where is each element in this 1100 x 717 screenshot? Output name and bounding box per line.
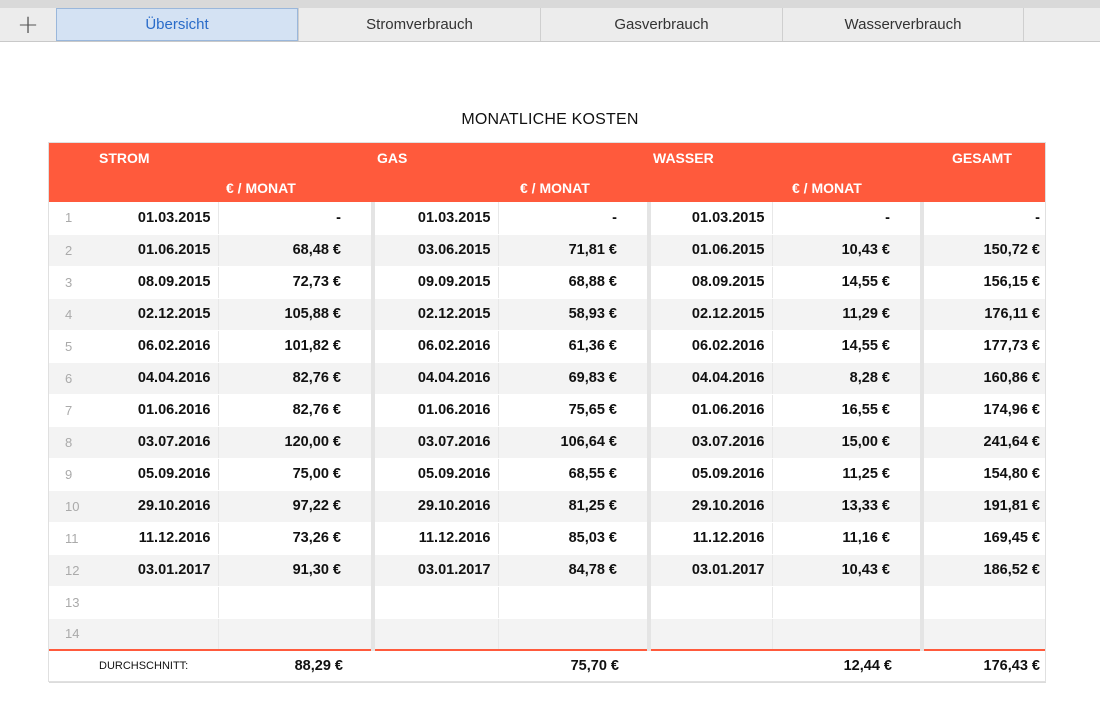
tab-stromverbrauch[interactable]: Stromverbrauch (298, 8, 540, 41)
add-sheet-button[interactable]: + (17, 9, 39, 40)
cell-wasser[interactable]: 15,00 € (772, 426, 922, 458)
cell-strom-date[interactable]: 02.12.2015 (93, 298, 218, 330)
header-corner-cell (49, 142, 93, 173)
table-row (49, 426, 1046, 458)
cell-gas-date[interactable]: 06.02.2016 (373, 330, 498, 362)
cell-gas[interactable]: 85,03 € (498, 522, 649, 554)
row-number[interactable]: 4 (49, 298, 93, 330)
header-unit-gesamt (922, 173, 1046, 202)
cell-gesamt[interactable]: 174,96 € (922, 394, 1046, 426)
cell-gas-date[interactable]: 01.03.2015 (373, 202, 498, 234)
cell-strom-date[interactable] (93, 618, 218, 650)
row-number[interactable]: 1 (49, 202, 93, 234)
cell-wasser[interactable] (772, 618, 922, 650)
row-number[interactable]: 13 (49, 586, 93, 618)
cell-strom-date[interactable]: 01.06.2016 (93, 394, 218, 426)
cell-wasser-date[interactable]: 01.06.2016 (649, 394, 772, 426)
cell-gas[interactable]: 84,78 € (498, 554, 649, 586)
cell-gas[interactable]: 69,83 € (498, 362, 649, 394)
cell-gas[interactable]: 61,36 € (498, 330, 649, 362)
cell-gas[interactable]: 68,88 € (498, 266, 649, 298)
header-unit-gas-date (373, 173, 498, 202)
cell-gas-date[interactable]: 29.10.2016 (373, 490, 498, 522)
table-row (49, 554, 1046, 586)
cell-gesamt[interactable]: 241,64 € (922, 426, 1046, 458)
cell-gas[interactable]: - (498, 202, 649, 234)
table-row (49, 330, 1046, 362)
cell-strom-date[interactable]: 03.01.2017 (93, 554, 218, 586)
cell-gas[interactable]: 68,55 € (498, 458, 649, 490)
cell-wasser[interactable]: 11,29 € (772, 298, 922, 330)
cell-gesamt[interactable]: 169,45 € (922, 522, 1046, 554)
header-unit-corner (49, 173, 93, 202)
header-gas: GAS (373, 142, 498, 173)
cell-strom[interactable]: 97,22 € (218, 490, 373, 522)
cell-wasser[interactable]: 13,33 € (772, 490, 922, 522)
cell-gesamt[interactable]: 154,80 € (922, 458, 1046, 490)
cell-wasser[interactable]: - (772, 202, 922, 234)
cell-strom[interactable] (218, 586, 373, 618)
cell-wasser[interactable]: 8,28 € (772, 362, 922, 394)
cell-gesamt[interactable]: 150,72 € (922, 234, 1046, 266)
header-unit-wasser: € / MONAT (772, 173, 922, 202)
cell-strom-date[interactable]: 06.02.2016 (93, 330, 218, 362)
cell-strom-date[interactable]: 01.03.2015 (93, 202, 218, 234)
cell-gas[interactable]: 75,65 € (498, 394, 649, 426)
cell-strom[interactable] (218, 618, 373, 650)
cell-strom-date[interactable]: 05.09.2016 (93, 458, 218, 490)
cell-strom-date[interactable]: 04.04.2016 (93, 362, 218, 394)
cell-strom-date[interactable] (93, 586, 218, 618)
cell-gesamt[interactable]: - (922, 202, 1046, 234)
cell-gas[interactable]: 106,64 € (498, 426, 649, 458)
cell-gas[interactable] (498, 586, 649, 618)
row-number[interactable]: 6 (49, 362, 93, 394)
cell-strom[interactable]: 72,73 € (218, 266, 373, 298)
header-gas-spacer (498, 142, 649, 173)
cell-gesamt[interactable] (922, 586, 1046, 618)
cell-wasser-date[interactable]: 01.03.2015 (649, 202, 772, 234)
table-row (49, 298, 1046, 330)
cell-strom-date[interactable]: 11.12.2016 (93, 522, 218, 554)
cell-wasser-date[interactable]: 29.10.2016 (649, 490, 772, 522)
table-row (49, 266, 1046, 298)
cell-gas[interactable] (498, 618, 649, 650)
header-unit-strom: € / MONAT (218, 173, 373, 202)
table-row (49, 394, 1046, 426)
cell-gesamt[interactable]: 186,52 € (922, 554, 1046, 586)
header-unit-gas: € / MONAT (498, 173, 649, 202)
cell-strom-date[interactable]: 08.09.2015 (93, 266, 218, 298)
cell-gas[interactable]: 58,93 € (498, 298, 649, 330)
cell-wasser-date[interactable]: 06.02.2016 (649, 330, 772, 362)
cell-wasser[interactable]: 10,43 € (772, 234, 922, 266)
cell-gas-date[interactable]: 11.12.2016 (373, 522, 498, 554)
cell-gas[interactable]: 71,81 € (498, 234, 649, 266)
row-number[interactable]: 14 (49, 618, 93, 650)
table-row (49, 458, 1046, 490)
cell-wasser-date[interactable]: 02.12.2015 (649, 298, 772, 330)
row-number[interactable]: 8 (49, 426, 93, 458)
average-gesamt[interactable]: 176,43 € (922, 650, 1046, 682)
cell-wasser-date[interactable]: 08.09.2015 (649, 266, 772, 298)
cell-wasser[interactable]: 10,43 € (772, 554, 922, 586)
cell-wasser[interactable]: 14,55 € (772, 266, 922, 298)
cell-gas-date[interactable]: 02.12.2015 (373, 298, 498, 330)
monthly-costs-table (49, 142, 1046, 683)
cell-gas-date[interactable]: 03.06.2015 (373, 234, 498, 266)
header-gesamt: GESAMT (922, 142, 1046, 173)
cell-gas-date[interactable]: 01.06.2016 (373, 394, 498, 426)
header-row-groups (49, 142, 1046, 173)
cell-gas[interactable]: 81,25 € (498, 490, 649, 522)
average-strom[interactable]: 88,29 € (218, 650, 373, 682)
table-row (49, 586, 1046, 618)
header-wasser: WASSER (649, 142, 772, 173)
row-number[interactable]: 5 (49, 330, 93, 362)
footer-wasser-date-empty (649, 650, 772, 682)
cell-gesamt[interactable]: 160,86 € (922, 362, 1046, 394)
cell-gas-date[interactable]: 04.04.2016 (373, 362, 498, 394)
window-top-strip (0, 0, 1100, 8)
cell-gas-date[interactable]: 03.01.2017 (373, 554, 498, 586)
cell-strom[interactable]: 73,26 € (218, 522, 373, 554)
header-unit-strom-date (93, 173, 218, 202)
tab-gasverbrauch[interactable]: Gasverbrauch (540, 8, 782, 41)
cell-gas-date[interactable]: 09.09.2015 (373, 266, 498, 298)
cell-wasser-date[interactable] (649, 586, 772, 618)
table-row (49, 522, 1046, 554)
header-strom-spacer (218, 142, 373, 173)
cell-strom[interactable]: 101,82 € (218, 330, 373, 362)
header-strom: STROM (93, 142, 218, 173)
cell-strom[interactable]: 68,48 € (218, 234, 373, 266)
cell-wasser[interactable]: 11,16 € (772, 522, 922, 554)
row-number[interactable]: 12 (49, 554, 93, 586)
cell-strom[interactable]: 75,00 € (218, 458, 373, 490)
row-number[interactable]: 2 (49, 234, 93, 266)
average-label[interactable]: DURCHSCHNITT: (49, 650, 218, 682)
table-row (49, 618, 1046, 650)
cell-strom-date[interactable]: 29.10.2016 (93, 490, 218, 522)
cell-gas-date[interactable]: 03.07.2016 (373, 426, 498, 458)
sheet-tab-bar (0, 8, 1100, 42)
table-row (49, 202, 1046, 234)
cell-gas-date[interactable] (373, 618, 498, 650)
row-number[interactable]: 9 (49, 458, 93, 490)
table-row (49, 234, 1046, 266)
table-row (49, 362, 1046, 394)
footer-gas-date-empty (373, 650, 498, 682)
row-number[interactable]: 3 (49, 266, 93, 298)
cell-gas-date[interactable]: 05.09.2016 (373, 458, 498, 490)
footer-average-row (49, 650, 1046, 682)
cell-strom[interactable]: 82,76 € (218, 394, 373, 426)
cell-wasser-date[interactable] (649, 618, 772, 650)
average-wasser[interactable]: 12,44 € (772, 650, 922, 682)
table-title: MONATLICHE KOSTEN (461, 111, 639, 128)
cell-gesamt[interactable]: 176,11 € (922, 298, 1046, 330)
average-gas[interactable]: 75,70 € (498, 650, 649, 682)
cell-gesamt[interactable]: 156,15 € (922, 266, 1046, 298)
cell-strom[interactable]: 82,76 € (218, 362, 373, 394)
cell-wasser-date[interactable]: 11.12.2016 (649, 522, 772, 554)
cell-strom[interactable]: 91,30 € (218, 554, 373, 586)
header-row-units (49, 173, 1046, 202)
row-number[interactable]: 7 (49, 394, 93, 426)
cell-strom[interactable]: 120,00 € (218, 426, 373, 458)
cell-wasser-date[interactable]: 05.09.2016 (649, 458, 772, 490)
cell-wasser[interactable] (772, 586, 922, 618)
cell-strom[interactable]: 105,88 € (218, 298, 373, 330)
cell-strom[interactable]: - (218, 202, 373, 234)
cell-strom-date[interactable]: 03.07.2016 (93, 426, 218, 458)
row-number[interactable]: 10 (49, 490, 93, 522)
tab-wasserverbrauch[interactable]: Wasserverbrauch (782, 8, 1024, 41)
cell-wasser[interactable]: 16,55 € (772, 394, 922, 426)
cell-wasser[interactable]: 11,25 € (772, 458, 922, 490)
header-unit-wasser-date (649, 173, 772, 202)
header-wasser-spacer (772, 142, 922, 173)
cell-gesamt[interactable] (922, 618, 1046, 650)
cell-strom-date[interactable]: 01.06.2015 (93, 234, 218, 266)
cell-gas-date[interactable] (373, 586, 498, 618)
cell-wasser-date[interactable]: 03.01.2017 (649, 554, 772, 586)
cell-gesamt[interactable]: 177,73 € (922, 330, 1046, 362)
cell-gesamt[interactable]: 191,81 € (922, 490, 1046, 522)
cell-wasser[interactable]: 14,55 € (772, 330, 922, 362)
tab-uebersicht[interactable]: Übersicht (56, 8, 298, 41)
cell-wasser-date[interactable]: 01.06.2015 (649, 234, 772, 266)
row-number[interactable]: 11 (49, 522, 93, 554)
table-row (49, 490, 1046, 522)
cell-wasser-date[interactable]: 03.07.2016 (649, 426, 772, 458)
cell-wasser-date[interactable]: 04.04.2016 (649, 362, 772, 394)
